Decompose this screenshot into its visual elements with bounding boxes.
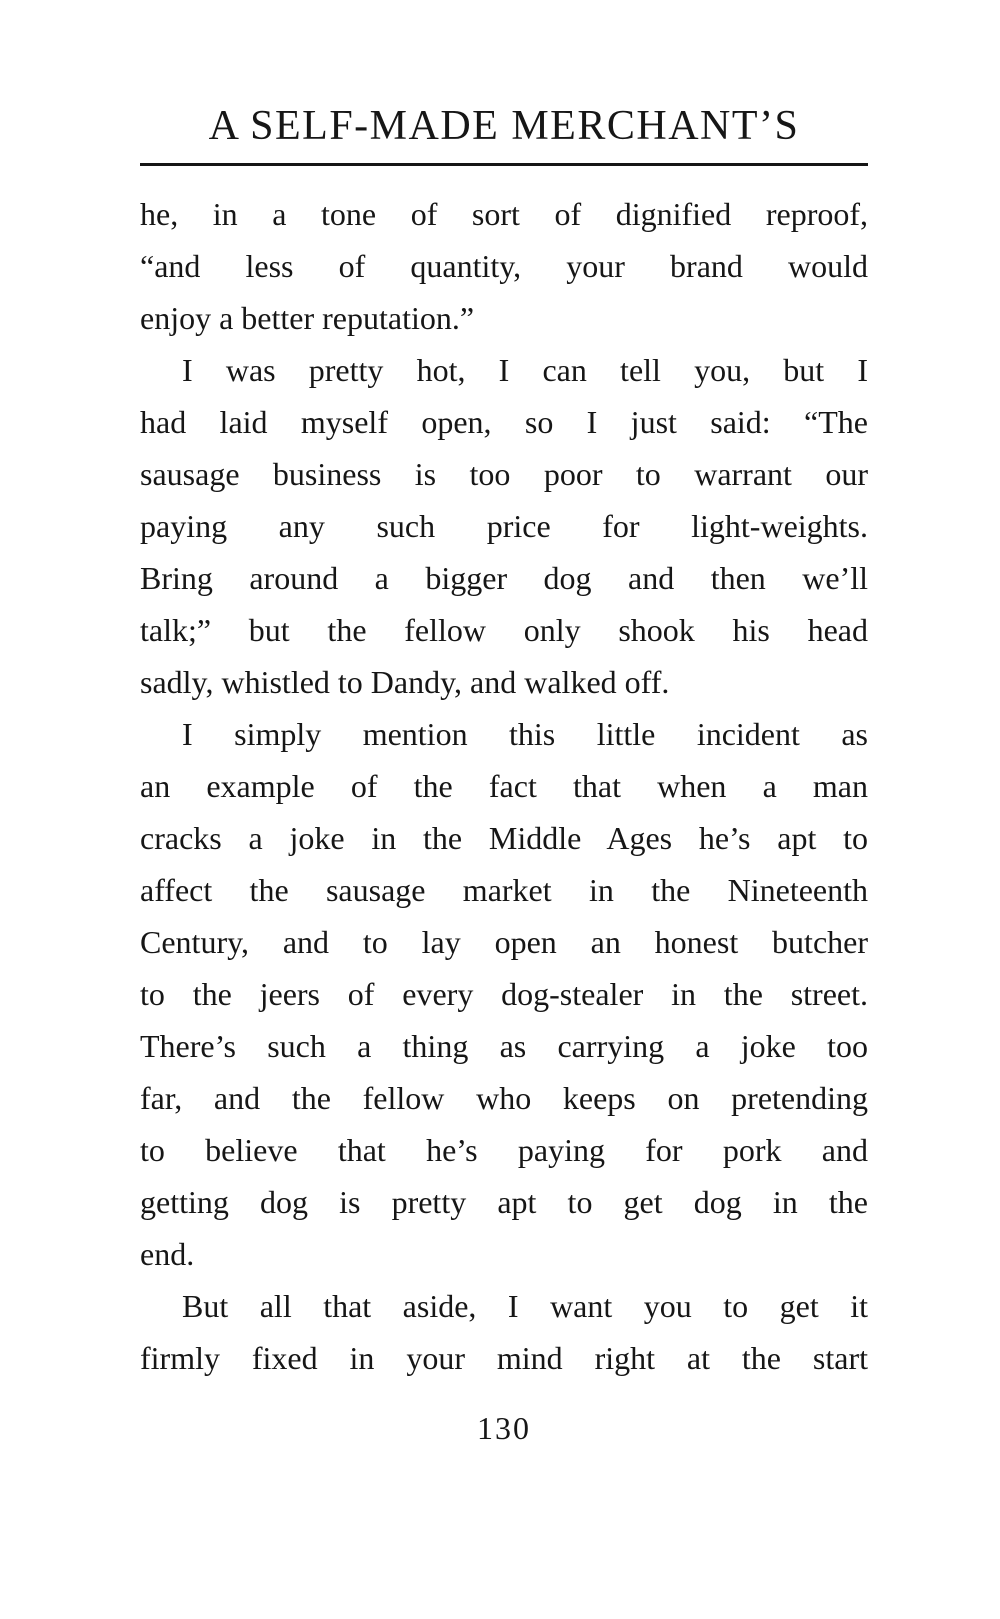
text-line: far, and the fellow who keeps on pretending — [140, 1080, 868, 1116]
text-line: paying any such price for light-weights. — [140, 508, 868, 544]
text-line: end. — [140, 1236, 195, 1272]
text-line: an example of the fact that when a man — [140, 768, 868, 804]
text-line: There’s such a thing as carrying a joke too — [140, 1028, 868, 1064]
text-line: firmly fixed in your mind right at the start — [140, 1340, 868, 1376]
header-rule — [140, 163, 868, 166]
text-line: affect the sausage market in the Nineteenth — [140, 872, 868, 908]
text-line: But all that aside, I want you to get it — [182, 1288, 868, 1324]
text-line: I simply mention this little incident as — [182, 716, 868, 752]
text-line: sausage business is too poor to warrant our — [140, 456, 868, 492]
paragraph — [140, 708, 868, 1280]
text-line: getting dog is pretty apt to get dog in the — [140, 1184, 868, 1220]
text-line: Bring around a bigger dog and then we’ll — [140, 560, 868, 596]
running-head: A SELF-MADE MERCHANT’S — [208, 103, 800, 149]
text-line: to believe that he’s paying for pork and — [140, 1132, 868, 1168]
text-line: “and less of quantity, your brand would — [140, 248, 868, 284]
text-line: he, in a tone of sort of dignified reproof, — [140, 196, 868, 232]
text-line: talk;” but the fellow only shook his head — [140, 612, 868, 648]
paragraph — [140, 344, 868, 708]
text-line: had laid myself open, so I just said: “The — [140, 404, 868, 440]
page-number: 130 — [477, 1410, 531, 1446]
paragraph — [140, 1280, 868, 1384]
text-line: Century, and to lay open an honest butcher — [140, 924, 868, 960]
text-line: sadly, whistled to Dandy, and walked off. — [140, 664, 670, 700]
text-line: cracks a joke in the Middle Ages he’s apt to — [140, 820, 868, 856]
paragraph — [140, 188, 868, 344]
text-line: to the jeers of every dog-stealer in the street. — [140, 976, 868, 1012]
body-text — [140, 188, 868, 1384]
text-line: enjoy a better reputation.” — [140, 300, 475, 336]
text-line: I was pretty hot, I can tell you, but I — [182, 352, 868, 388]
